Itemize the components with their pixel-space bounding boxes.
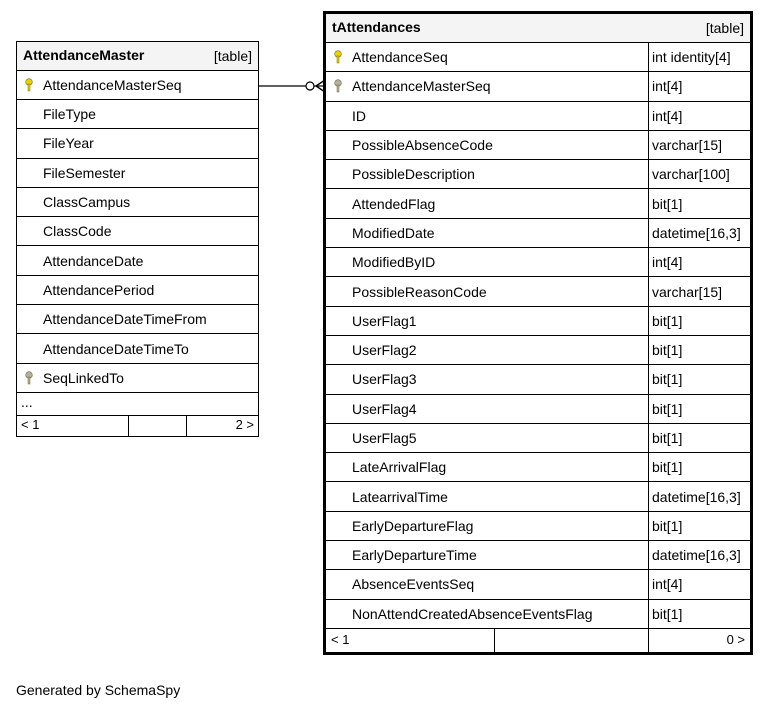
column-name: AttendanceMasterSeq [43, 77, 182, 93]
zero-cardinality-marker [306, 82, 314, 90]
column-type: datetime[16,3] [652, 224, 741, 241]
column-name: EarlyDepartureFlag [352, 517, 474, 534]
footer-prev[interactable]: < 1 [331, 631, 350, 647]
column-type: bit[1] [652, 342, 683, 359]
column-name: AttendanceDate [43, 252, 144, 269]
column-name: SeqLinkedTo [43, 369, 124, 386]
column-name: FileType [43, 106, 96, 123]
column-type: bit[1] [652, 195, 683, 212]
column-name: NonAttendCreatedAbsenceEventsFlag [352, 605, 593, 622]
column-name: FileYear [43, 135, 94, 152]
column-name: LatearrivalTime [352, 488, 448, 505]
column-name: AttendancePeriod [43, 281, 155, 298]
generated-by-note: Generated by SchemaSpy [16, 682, 181, 698]
column-name: AttendanceMasterSeq [352, 78, 491, 95]
column-type: varchar[15] [652, 283, 723, 300]
footer-next[interactable]: 0 > [726, 631, 745, 647]
column-type: bit[1] [652, 459, 683, 476]
column-type: int[4] [652, 576, 683, 593]
column-type: bit[1] [652, 605, 683, 622]
column-type: bit[1] [652, 312, 683, 329]
column-name: FileSemester [43, 164, 126, 181]
column-name: UserFlag4 [352, 400, 417, 417]
column-type: bit[1] [652, 400, 683, 417]
column-type: datetime[16,3] [652, 488, 741, 505]
column-type: int[4] [652, 107, 683, 124]
column-type: bit[1] [652, 371, 683, 388]
column-name: AbsenceEventsSeq [352, 576, 475, 593]
table-name: AttendanceMaster [23, 47, 145, 63]
ellipsis: ... [21, 393, 33, 410]
column-name: ID [352, 107, 366, 124]
column-name: ClassCode [43, 223, 112, 240]
column-type: int identity[4] [652, 49, 731, 66]
column-name: EarlyDepartureTime [352, 547, 477, 564]
column-name: LateArrivalFlag [352, 459, 447, 476]
column-type: varchar[100] [652, 166, 730, 183]
column-name: UserFlag3 [352, 371, 417, 388]
column-name: UserFlag1 [352, 312, 417, 329]
column-type: int[4] [652, 78, 683, 95]
column-name: PossibleReasonCode [352, 283, 487, 300]
column-name: UserFlag5 [352, 430, 417, 446]
column-type: bit[1] [652, 517, 683, 534]
footer-prev[interactable]: < 1 [21, 416, 40, 432]
table-kind: [table] [705, 20, 744, 36]
column-name: ClassCampus [43, 194, 131, 211]
column-name: PossibleAbsenceCode [352, 137, 493, 154]
column-name: AttendedFlag [352, 195, 436, 212]
column-type: int[4] [652, 254, 683, 271]
column-name: AttendanceSeq [352, 49, 448, 66]
table-name: tAttendances [332, 19, 421, 35]
table-kind: [table] [213, 48, 252, 64]
column-type: bit[1] [652, 430, 683, 446]
column-name: PossibleDescription [352, 166, 475, 183]
column-name: AttendanceDateTimeFrom [43, 311, 207, 328]
column-name: ModifiedDate [352, 224, 435, 241]
footer-next[interactable]: 2 > [235, 416, 254, 432]
column-name: ModifiedByID [352, 254, 436, 271]
column-name: AttendanceDateTimeTo [43, 340, 189, 357]
column-type: datetime[16,3] [652, 547, 741, 564]
column-type: varchar[15] [652, 137, 723, 154]
column-name: UserFlag2 [352, 342, 417, 359]
